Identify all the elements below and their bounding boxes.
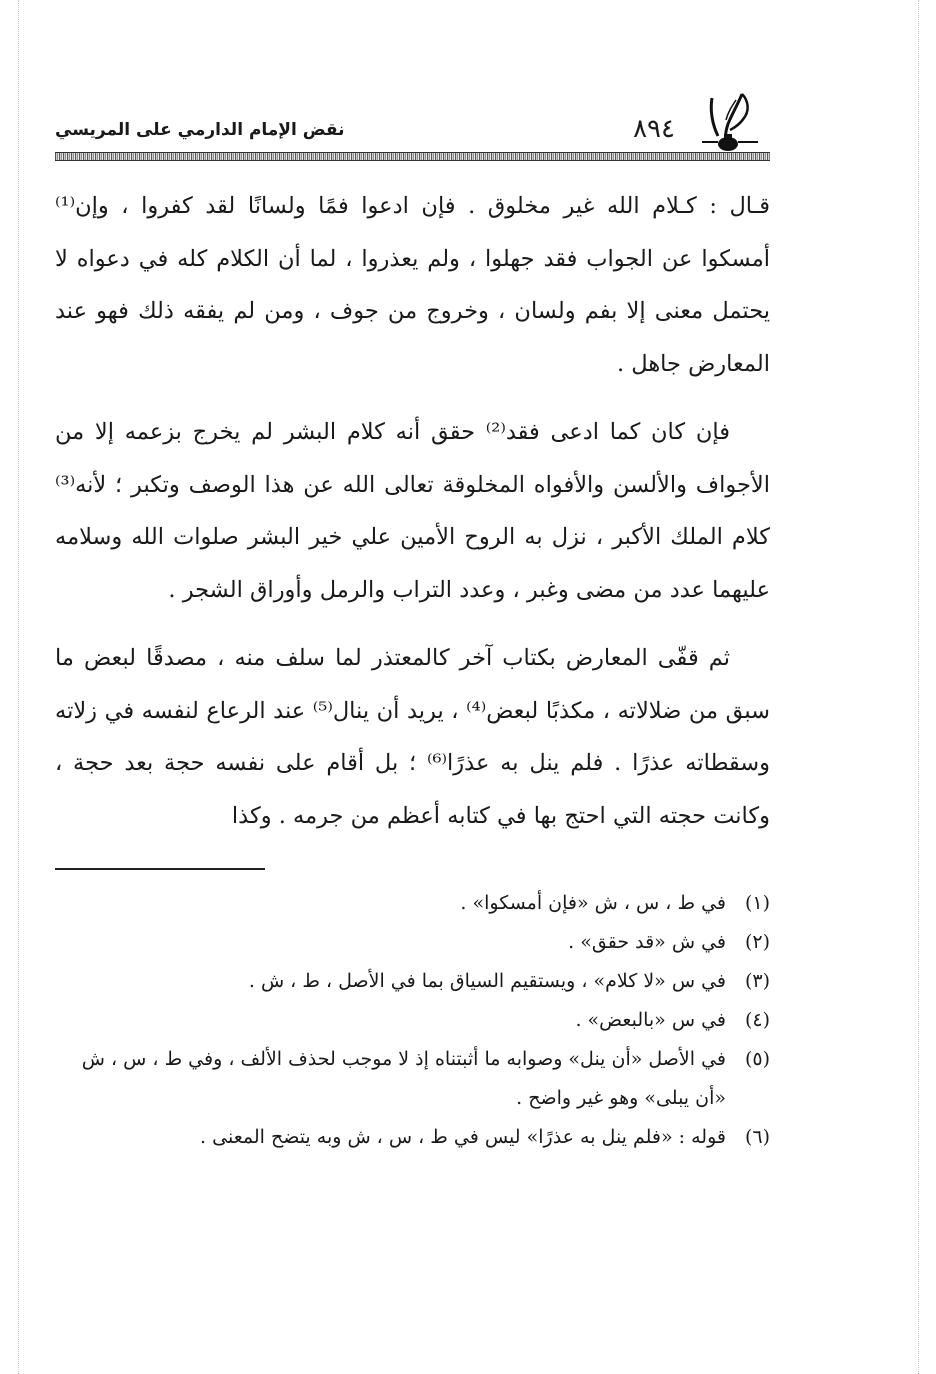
paragraph: ثم قفّى المعارض بكتاب آخر كالمعتذر لما سلف منه ، مصدقًا لبعض ما سبق من ضلالاته ، مكذبًا لبعض⁽⁴⁾ ، يريد أن ينال⁽⁵⁾ عند الرعاع لنفسه في زلاته وسقطاته عذرًا . فلم ينل به عذرًا⁽⁶⁾ ؛ بل أقام على نفسه حجة بعد حجة ، وكانت حجته التي احتج بها في كتابه أعظم من جرمه . وكذا — [55, 645, 771, 829]
page-header — [55, 96, 770, 152]
main-text — [55, 180, 770, 858]
footnote-number: (٥) — [744, 1048, 770, 1070]
footnote-text: في س «بالبعض» . — [575, 1009, 726, 1031]
footnote — [55, 1040, 770, 1118]
header-rule — [55, 152, 770, 161]
footnote-number: (٦) — [744, 1126, 770, 1148]
margin-guide-right — [918, 0, 919, 1374]
footnote-text: في الأصل «أن ينل» وصوابه ما أثبتناه إذ لا موجب لحذف الألف ، وفي ط ، س ، ش «أن يبلى» وهو غير واضح . — [81, 1048, 726, 1109]
footnote — [55, 962, 770, 1001]
running-title: نقض الإمام الدارمي على المريسي — [55, 120, 345, 140]
footnote-text: في ش «قد حقق» . — [568, 931, 726, 953]
footnote-number: (٢) — [744, 931, 770, 953]
footnote-text: في س «لا كلام» ، ويستقيم السياق بما في الأصل ، ط ، ش . — [248, 970, 726, 992]
page-number: ٨٩٤ — [633, 114, 675, 144]
footnotes — [55, 884, 770, 1157]
footnote-separator — [55, 868, 265, 870]
footnote-number: (١) — [744, 892, 770, 914]
paragraph: فإن كان كما ادعى فقد⁽²⁾ حقق أنه كلام البشر لم يخرج بزعمه إلا من الأجواف والألسن والأفواه المخلوقة تعالى الله عن هذا الوصف وتكبر ؛ لأنه⁽³⁾ كلام الملك الأكبر ، نزل به الروح الأمين علي خير البشر صلوات الله وسلامه عليهما عدد من مضى وغبر ، وعدد التراب والرمل وأوراق الشجر . — [55, 419, 770, 603]
footnote — [55, 923, 770, 962]
document-page — [55, 0, 770, 1374]
margin-guide-left — [18, 0, 19, 1374]
paragraph: قـال : كـلام الله غير مخلوق . فإن ادعوا فمًا ولسانًا لقد كفروا ، وإن⁽¹⁾ أمسكوا عن الجواب فقد جهلوا ، ولم يعذروا ، لما أن الكلام كله في دعواه لا يحتمل معنى إلا بفم ولسان ، وخروج من جوف ، ومن لم يفقه ذلك فهو عند المعارض جاهل . — [55, 193, 770, 377]
footnote — [55, 1118, 770, 1157]
footnote-text: قوله : «فلم ينل به عذرًا» ليس في ط ، س ، ش وبه يتضح المعنى . — [200, 1126, 726, 1148]
footnote-number: (٣) — [744, 970, 770, 992]
quill-inkwell-icon — [698, 90, 760, 154]
footnote-number: (٤) — [744, 1009, 770, 1031]
footnote — [55, 884, 770, 923]
footnote-text: في ط ، س ، ش «فإن أمسكوا» . — [460, 892, 726, 914]
footnote — [55, 1001, 770, 1040]
